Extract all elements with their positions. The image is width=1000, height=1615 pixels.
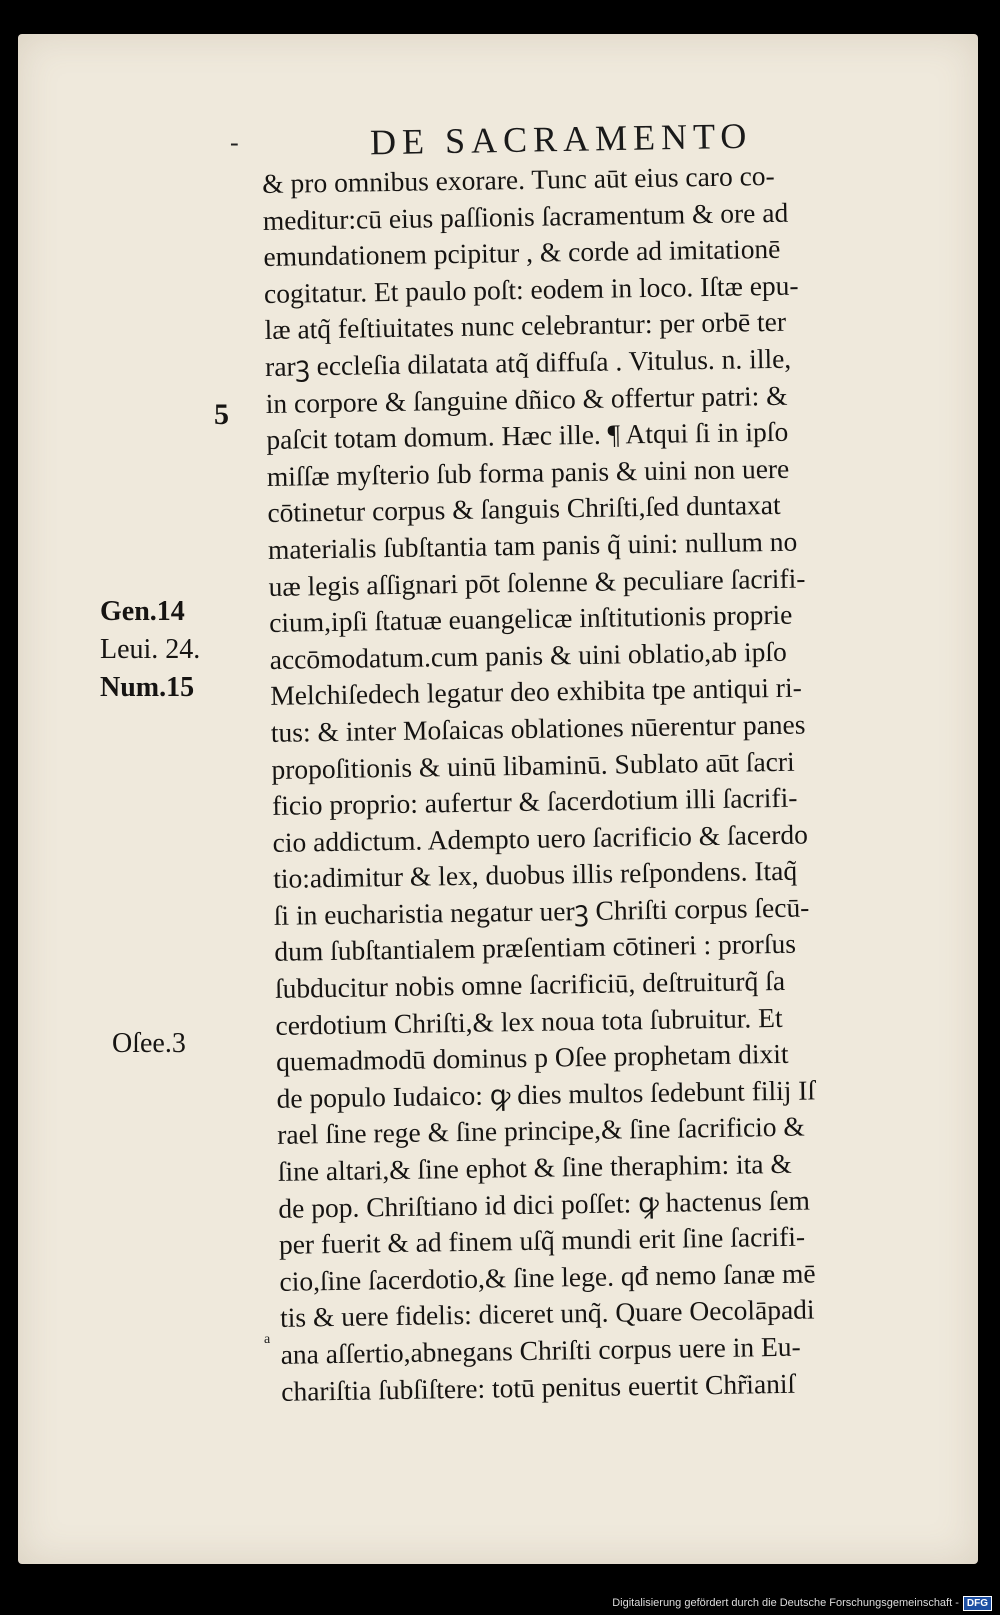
text-line: rael ſine rege & ſine principe,& ſine ſacrificio &	[276, 1111, 806, 1151]
text-line: de pop. Chriſtiano id dici poſſet: ꝙ hactenus ſem	[278, 1184, 811, 1224]
running-head: DE SACRAMENTO	[369, 115, 753, 163]
footer	[612, 1591, 992, 1615]
text-line: de populo Iudaico: ꝙ dies multos ſedebunt filij Iſ	[276, 1074, 816, 1114]
body-text	[262, 155, 981, 1410]
text-line: ana aſſertio,abnegans Chriſti corpus uere in Eu-	[280, 1330, 801, 1370]
margin-note-osee: Oſee.3	[112, 1028, 186, 1059]
text-line: dum ſubſtantialem præſentiam cōtineri : prorſus	[274, 928, 797, 968]
text-line: quemadmodū dominus p Oſee prophetam dixit	[275, 1038, 789, 1078]
text-line: Melchiſedech legatur deo exhibita tpe antiqui ri-	[270, 671, 802, 712]
text-line: cerdotium Chriſti,& lex noua tota ſubruitur. Et	[275, 1001, 783, 1041]
text-line: miſſæ myſterio ſub forma panis & uini non uere	[266, 452, 790, 492]
margin-note-gen: Gen.14	[100, 596, 185, 627]
text-line: materialis ſubſtantia tam panis q̃ uini: nullum no	[267, 525, 798, 565]
text-line: cogitatur. Et paulo poſt: eodem in loco. Iſtæ epu-	[263, 269, 799, 309]
margin-line-number: 5	[214, 398, 229, 431]
margin-note-leui: Leui. 24.	[100, 634, 201, 665]
footer-credit: Digitalisierung gefördert durch die Deutsche Forschungsgemeinschaft -	[612, 1597, 959, 1609]
text-line: in corpore & ſanguine dñico & offertur patri: &	[265, 379, 788, 419]
text-line: cio,ſine ſacerdotio,& ſine lege. qđ nemo ſanæ mē	[279, 1257, 816, 1297]
text-line: emundationem pcipitur , & corde ad imitationē	[263, 233, 781, 273]
text-line: paſcit totam domum. Hæc ille. ¶ Atqui ſi in ipſo	[266, 415, 789, 456]
text-line: chariſtia ſubſiſtere: totū penitus euertit Chr̃ianiſ	[280, 1367, 796, 1407]
margin-dash: -	[230, 128, 239, 157]
text-line: accōmodatum.cum panis & uini oblatio,ab ipſo	[269, 635, 787, 675]
signature-mark: a	[264, 1332, 271, 1347]
margin-note-num: Num.15	[100, 672, 195, 703]
text-line: cium,ipſi ſtatuæ euangelicæ inſtitutionis proprie	[268, 598, 793, 639]
text-line: uæ legis aſſignari pōt ſolenne & peculiare ſacrifi-	[268, 562, 806, 602]
text-line: ſubducitur nobis omne ſacrificiū, deſtruiturq̃ ſa	[274, 964, 786, 1004]
text-line: cio addictum. Adempto uero ſacrificio & ſacerdo	[272, 818, 809, 858]
text-line: cōtinetur corpus & ſanguis Chriſti,ſed duntaxat	[267, 489, 781, 529]
text-line: per fuerit & ad finem uſq̃ mundi erit ſine ſacrifi-	[278, 1220, 806, 1261]
text-line: ficio proprio: aufertur & ſacerdotium illi ſacrifi-	[271, 781, 798, 822]
text-line: tio:adimitur & lex, duobus illis reſpondens. Itaq̃	[272, 854, 798, 895]
text-line: rarꝫ eccleſia dilatata atq̃ diffuſa . Vitulus. n. ille,	[264, 342, 792, 382]
text-line: læ atq̃ feſtiuitates nunc celebrantur: per orbē ter	[264, 306, 787, 346]
text-line: tus: & inter Moſaicas oblationes nūerentur panes	[270, 708, 806, 748]
text-line: meditur:cū eius paſſionis ſacramentum & ore ad	[262, 196, 789, 236]
text-line: propoſitionis & uinū libaminū. Sublato aūt ſacri	[271, 745, 795, 785]
text-line: & pro omnibus exorare. Tunc aūt eius caro co-	[262, 159, 775, 199]
text-line: ſi in eucharistia negatur uerꝫ Chriſti corpus ſecū-	[273, 891, 810, 931]
text-line: ſine altari,& ſine ephot & ſine theraphim: ita &	[277, 1147, 792, 1187]
dfg-logo-icon[interactable]: DFG	[963, 1596, 992, 1611]
text-line: tis & uere fidelis: diceret unq̃. Quare Oecolāpadi	[279, 1293, 815, 1334]
